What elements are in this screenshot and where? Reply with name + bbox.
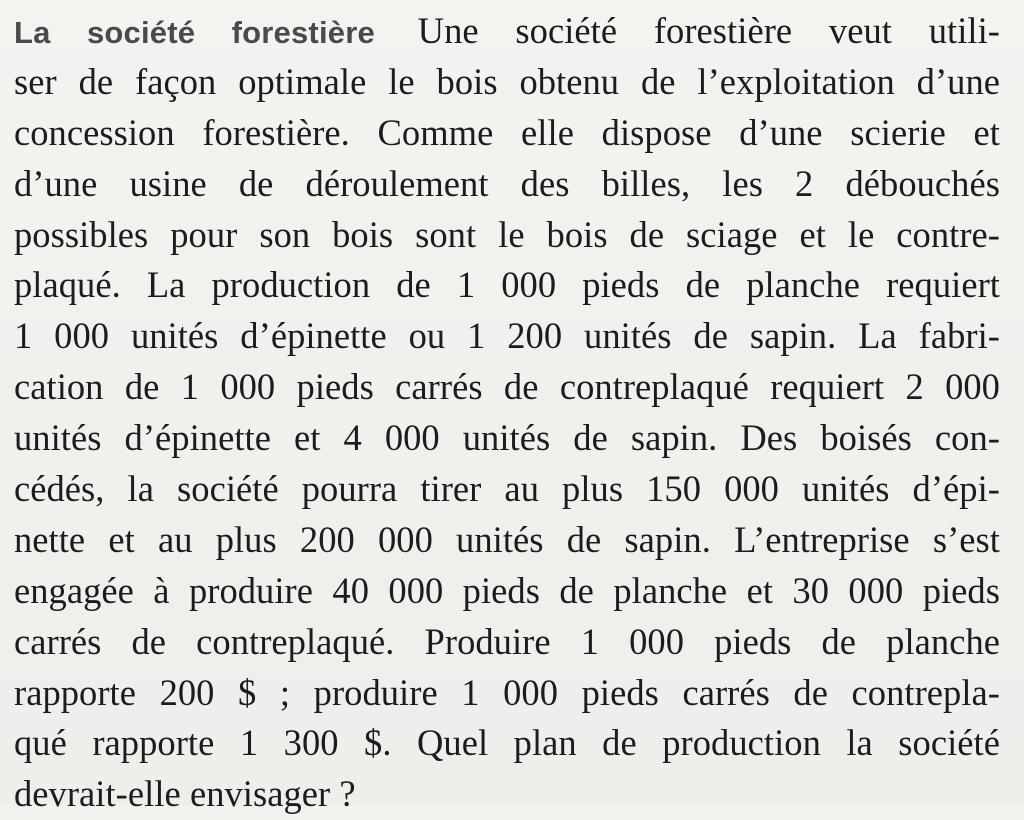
problem-line: engagée à produire 40 000 pieds de planche et 30 000 pieds	[14, 569, 1000, 611]
problem-line: plaqué. La production de 1 000 pieds de planche requiert	[14, 264, 1000, 306]
problem-line: carrés de contreplaqué. Produire 1 000 pieds de planche	[14, 620, 1000, 662]
problem-line: unités d’épinette et 4 000 unités de sapin. Des boisés con-	[14, 417, 1000, 459]
problem-line: nette et au plus 200 000 unités de sapin. L’entreprise s’est	[14, 518, 1000, 560]
problem-line: concession forestière. Comme elle dispose d’une scierie et	[14, 111, 1000, 153]
problem-line: 1 000 unités d’épinette ou 1 200 unités de sapin. La fabri-	[14, 315, 1000, 357]
problem-line-1	[14, 6, 1000, 57]
problem-line: ser de façon optimale le bois obtenu de l’exploitation d’une	[14, 60, 1000, 102]
problem-line: d’une usine de déroulement des billes, les 2 débouchés	[14, 162, 1000, 204]
problem-title: La société forestière	[14, 15, 375, 50]
problem-line-text: Une société forestière veut utili-	[417, 10, 1000, 51]
problem-line: qué rapporte 1 300 $. Quel plan de production la société	[14, 722, 1000, 764]
problem-line: devrait-elle envisager ?	[14, 773, 356, 815]
problem-line: possibles pour son bois sont le bois de sciage et le contre-	[14, 213, 1000, 255]
problem-text-block	[14, 6, 1000, 820]
problem-line: rapporte 200 $ ; produire 1 000 pieds carrés de contrepla-	[14, 671, 1000, 713]
problem-line: cation de 1 000 pieds carrés de contreplaqué requiert 2 000	[14, 366, 1000, 408]
problem-line: cédés, la société pourra tirer au plus 150 000 unités d’épi-	[14, 468, 1000, 510]
